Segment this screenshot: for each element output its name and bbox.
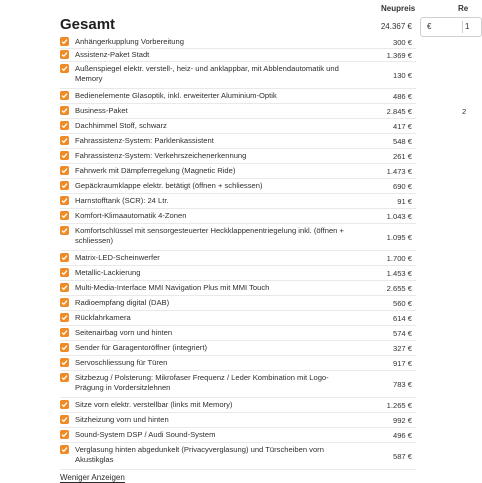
option-label: Komfort-Klimaautomatik 4-Zonen: [75, 210, 187, 220]
option-row[interactable]: [60, 427, 416, 443]
option-price: 2.655 €: [386, 283, 412, 293]
option-checkbox[interactable]: [60, 328, 69, 337]
option-checkbox[interactable]: [60, 430, 69, 439]
check-icon: [61, 167, 68, 174]
option-price: 1.473 €: [386, 166, 412, 176]
option-checkbox[interactable]: [60, 211, 69, 220]
option-row[interactable]: [60, 103, 416, 119]
option-label: Sender für Garagentoröffner (integriert): [75, 342, 207, 352]
check-icon: [61, 152, 68, 159]
summary-title: Gesamt: [60, 16, 116, 33]
option-label: Metallic-Lackierung: [75, 267, 141, 277]
option-row[interactable]: [60, 133, 416, 149]
option-label: Sitze vorn elektr. verstellbar (links mit Memory): [75, 399, 233, 409]
currency-label: €: [427, 22, 432, 31]
check-icon: [61, 51, 68, 58]
option-checkbox[interactable]: [60, 445, 69, 454]
check-icon: [61, 227, 68, 234]
check-icon: [61, 344, 68, 351]
option-checkbox[interactable]: [60, 136, 69, 145]
option-label: Radioempfang digital (DAB): [75, 297, 170, 307]
option-price: 1.453 €: [386, 268, 412, 278]
option-checkbox[interactable]: [60, 400, 69, 409]
option-row[interactable]: [60, 412, 416, 428]
check-icon: [61, 197, 68, 204]
option-row[interactable]: [60, 370, 416, 398]
option-row[interactable]: [60, 250, 416, 266]
option-price: 130 €: [392, 70, 412, 80]
option-row[interactable]: [60, 325, 416, 341]
option-checkbox[interactable]: [60, 121, 69, 130]
check-icon: [61, 107, 68, 114]
option-price: 992 €: [392, 415, 412, 425]
option-label: Seitenairbag vorn und hinten: [75, 327, 173, 337]
check-icon: [61, 212, 68, 219]
option-checkbox[interactable]: [60, 151, 69, 160]
option-checkbox[interactable]: [60, 283, 69, 292]
check-icon: [61, 401, 68, 408]
option-checkbox[interactable]: [60, 64, 69, 73]
option-price: 1.095 €: [386, 232, 412, 242]
check-icon: [61, 92, 68, 99]
option-checkbox[interactable]: [60, 298, 69, 307]
option-row[interactable]: [60, 178, 416, 194]
option-label: Sitzbezug / Polsterung: Mikrofaser Frequenz / Leder Kombination mit Logo-Prägung in Vordersitzlehnen: [75, 373, 329, 392]
option-price: 261 €: [392, 151, 412, 161]
residual-value-peek: 1: [465, 22, 470, 31]
option-label: Assistenz-Paket Stadt: [75, 49, 150, 59]
option-row[interactable]: [60, 280, 416, 296]
show-less-link[interactable]: Weniger Anzeigen: [60, 473, 125, 482]
option-price: 690 €: [392, 181, 412, 191]
input-separator: [462, 21, 463, 33]
option-label: Servoschliessung für Türen: [75, 357, 168, 367]
check-icon: [61, 38, 68, 45]
check-icon: [61, 299, 68, 306]
option-label: Bedienelemente Glasoptik, inkl. erweiterter Aluminium-Optik: [75, 90, 277, 100]
option-row[interactable]: [60, 340, 416, 356]
option-row[interactable]: [60, 35, 416, 49]
option-label: Fahrassistenz-System: Verkehrszeichenerkennung: [75, 150, 247, 160]
residual-value-input[interactable]: [420, 17, 482, 37]
option-row[interactable]: [60, 88, 416, 104]
option-price: 300 €: [392, 37, 412, 47]
option-checkbox[interactable]: [60, 343, 69, 352]
option-row[interactable]: [60, 61, 416, 89]
check-icon: [61, 137, 68, 144]
option-label: Fahrassistenz-System: Parklenkassistent: [75, 135, 214, 145]
option-price: 574 €: [392, 328, 412, 338]
check-icon: [61, 374, 68, 381]
option-row[interactable]: [60, 442, 416, 470]
option-label: Rückfahrkamera: [75, 312, 131, 322]
column-header-new-price: Neupreis: [381, 4, 416, 13]
check-icon: [61, 122, 68, 129]
column-header-right-peek: Re: [458, 4, 469, 13]
check-icon: [61, 329, 68, 336]
option-checkbox[interactable]: [60, 196, 69, 205]
option-label: Dachhimmel Stoff, schwarz: [75, 120, 167, 130]
option-row[interactable]: [60, 118, 416, 134]
option-label: Anhängerkupplung Vorbereitung: [75, 36, 184, 46]
option-row[interactable]: [60, 295, 416, 311]
option-price: 91 €: [397, 196, 412, 206]
option-price: 1.700 €: [386, 253, 412, 263]
option-row[interactable]: [60, 208, 416, 224]
option-price: 614 €: [392, 313, 412, 323]
check-icon: [61, 254, 68, 261]
option-price: 587 €: [392, 451, 412, 461]
option-label: Außenspiegel elektr. verstell-, heiz- und anklappbar, mit Abblendautomatik und Memory: [75, 64, 339, 83]
option-row[interactable]: [60, 355, 416, 371]
check-icon: [61, 359, 68, 366]
option-checkbox[interactable]: [60, 106, 69, 115]
option-checkbox[interactable]: [60, 313, 69, 322]
check-icon: [61, 314, 68, 321]
option-price: 783 €: [392, 379, 412, 389]
option-label: Business-Paket: [75, 105, 128, 115]
option-row[interactable]: [60, 48, 416, 62]
option-row[interactable]: [60, 310, 416, 326]
option-label: Matrix-LED-Scheinwerfer: [75, 252, 160, 262]
option-row[interactable]: [60, 397, 416, 413]
summary-total: 24.367 €: [380, 22, 412, 31]
option-price: 917 €: [392, 358, 412, 368]
option-label: Sound-System DSP / Audi Sound-System: [75, 429, 216, 439]
option-label: Harnstofftank (SCR): 24 Ltr.: [75, 195, 169, 205]
option-checkbox[interactable]: [60, 166, 69, 175]
option-checkbox[interactable]: [60, 373, 69, 382]
option-checkbox[interactable]: [60, 253, 69, 262]
option-price: 2.845 €: [386, 106, 412, 116]
option-label: Sitzheizung vorn und hinten: [75, 414, 169, 424]
option-row[interactable]: [60, 223, 416, 251]
check-icon: [61, 431, 68, 438]
option-row[interactable]: [60, 265, 416, 281]
option-price: 548 €: [392, 136, 412, 146]
check-icon: [61, 65, 68, 72]
option-row[interactable]: [60, 193, 416, 209]
option-checkbox[interactable]: [60, 181, 69, 190]
check-icon: [61, 182, 68, 189]
option-checkbox[interactable]: [60, 91, 69, 100]
option-row[interactable]: [60, 148, 416, 164]
check-icon: [61, 416, 68, 423]
check-icon: [61, 269, 68, 276]
option-label: Fahrwerk mit Dämpferregelung (Magnetic Ride): [75, 165, 236, 175]
check-icon: [61, 446, 68, 453]
option-price: 560 €: [392, 298, 412, 308]
option-label: Gepäckraumklappe elektr. betätigt (öffnen + schliessen): [75, 180, 263, 190]
option-checkbox[interactable]: [60, 268, 69, 277]
option-price: 327 €: [392, 343, 412, 353]
option-price: 417 €: [392, 121, 412, 131]
option-label: Verglasung hinten abgedunkelt (Privacyverglasung) und Türscheiben vorn Akustikglas: [75, 445, 324, 464]
option-checkbox[interactable]: [60, 358, 69, 367]
option-checkbox[interactable]: [60, 50, 69, 59]
option-price: 1.369 €: [386, 50, 412, 60]
option-label: Komfortschlüssel mit sensorgesteuerter Heckklappenentriegelung inkl. (öffnen + schliessen): [75, 226, 344, 245]
right-column-peek-value: 2: [462, 106, 467, 116]
option-row[interactable]: [60, 163, 416, 179]
option-price: 486 €: [392, 91, 412, 101]
option-price: 496 €: [392, 430, 412, 440]
option-checkbox[interactable]: [60, 226, 69, 235]
option-checkbox[interactable]: [60, 415, 69, 424]
option-label: Multi-Media-Interface MMI Navigation Plus mit MMI Touch: [75, 282, 270, 292]
option-price: 1.265 €: [386, 400, 412, 410]
option-checkbox[interactable]: [60, 37, 69, 46]
option-price: 1.043 €: [386, 211, 412, 221]
check-icon: [61, 284, 68, 291]
